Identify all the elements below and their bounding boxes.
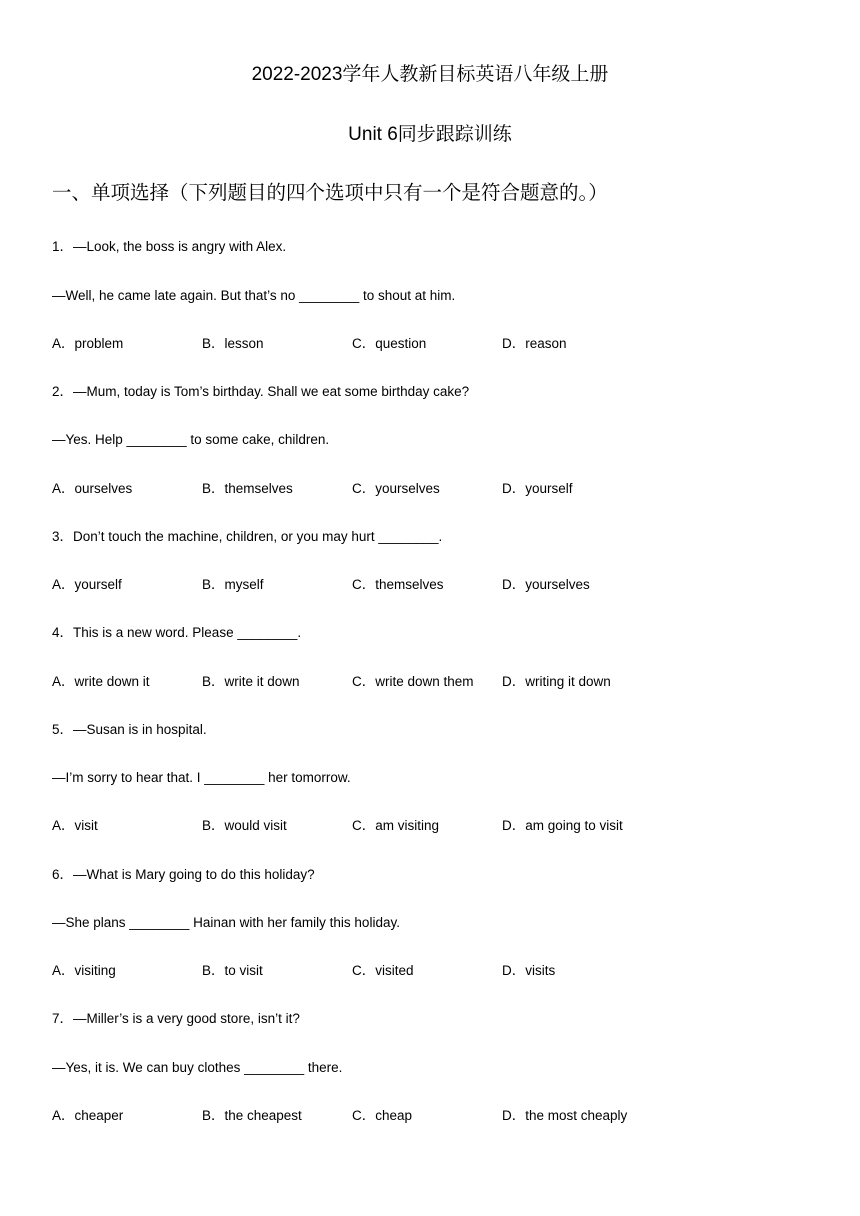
question-5-option-b: B．would visit	[202, 818, 287, 833]
question-7-options	[52, 1107, 752, 1125]
document-title: 2022-2023学年人教新目标英语八年级上册	[251, 64, 609, 85]
question-2-options	[52, 480, 752, 498]
question-6-option-d: D．visits	[502, 963, 556, 978]
question-3-option-b: B．myself	[202, 577, 264, 592]
question-6-options	[52, 962, 752, 980]
question-5-options	[52, 817, 752, 835]
question-4-options	[52, 673, 752, 691]
question-7-option-d: D．the most cheaply	[502, 1108, 628, 1123]
question-2-option-a: A．ourselves	[52, 481, 133, 496]
question-4-option-a: A．write down it	[52, 674, 150, 689]
question-3-options	[52, 576, 752, 594]
question-5-option-d: D．am going to visit	[502, 818, 623, 833]
question-6-option-c: C．visited	[352, 963, 414, 978]
question-3-option-a: A．yourself	[52, 577, 122, 592]
question-6-option-b: B．to visit	[202, 963, 263, 978]
question-7-response: —Yes, it is. We can buy clothes ________ there.	[52, 1060, 343, 1075]
question-5-stem: 5．—Susan is in hospital.	[52, 722, 207, 737]
question-2-option-b: B．themselves	[202, 481, 293, 496]
question-3-stem: 3．Don’t touch the machine, children, or you may hurt ________.	[52, 529, 443, 544]
question-1-option-c: C．question	[352, 336, 427, 351]
question-1-options	[52, 335, 752, 353]
question-3-option-d: D．yourselves	[502, 577, 590, 592]
document-subtitle: Unit 6同步跟踪训练	[348, 124, 512, 145]
question-7-stem: 7．—Miller’s is a very good store, isn’t it?	[52, 1011, 300, 1026]
question-4-option-c: C．write down them	[352, 674, 474, 689]
question-2-response: —Yes. Help ________ to some cake, children.	[52, 432, 330, 447]
question-7-option-a: A．cheaper	[52, 1108, 124, 1123]
question-1-option-a: A．problem	[52, 336, 124, 351]
question-6-option-a: A．visiting	[52, 963, 116, 978]
question-6-response: —She plans ________ Hainan with her family this holiday.	[52, 915, 400, 930]
question-5-option-a: A．visit	[52, 818, 98, 833]
question-5-response: —I’m sorry to hear that. I ________ her tomorrow.	[52, 770, 351, 785]
question-2-option-c: C．yourselves	[352, 481, 440, 496]
section-heading: 一、单项选择（下列题目的四个选项中只有一个是符合题意的。）	[52, 182, 608, 204]
question-2-option-d: D．yourself	[502, 481, 573, 496]
question-4-option-b: B．write it down	[202, 674, 300, 689]
question-4-option-d: D．writing it down	[502, 674, 611, 689]
question-1-stem: 1．—Look, the boss is angry with Alex.	[52, 239, 287, 254]
question-7-option-c: C．cheap	[352, 1108, 413, 1123]
question-7-option-b: B．the cheapest	[202, 1108, 302, 1123]
question-5-option-c: C．am visiting	[352, 818, 440, 833]
question-3-option-c: C．themselves	[352, 577, 444, 592]
question-1-response: —Well, he came late again. But that’s no ________ to shout at him.	[52, 288, 456, 303]
question-1-option-d: D．reason	[502, 336, 567, 351]
question-2-stem: 2．—Mum, today is Tom’s birthday. Shall we eat some birthday cake?	[52, 384, 470, 399]
question-1-option-b: B．lesson	[202, 336, 264, 351]
question-4-stem: 4．This is a new word. Please ________.	[52, 625, 302, 640]
question-6-stem: 6．—What is Mary going to do this holiday?	[52, 867, 315, 882]
